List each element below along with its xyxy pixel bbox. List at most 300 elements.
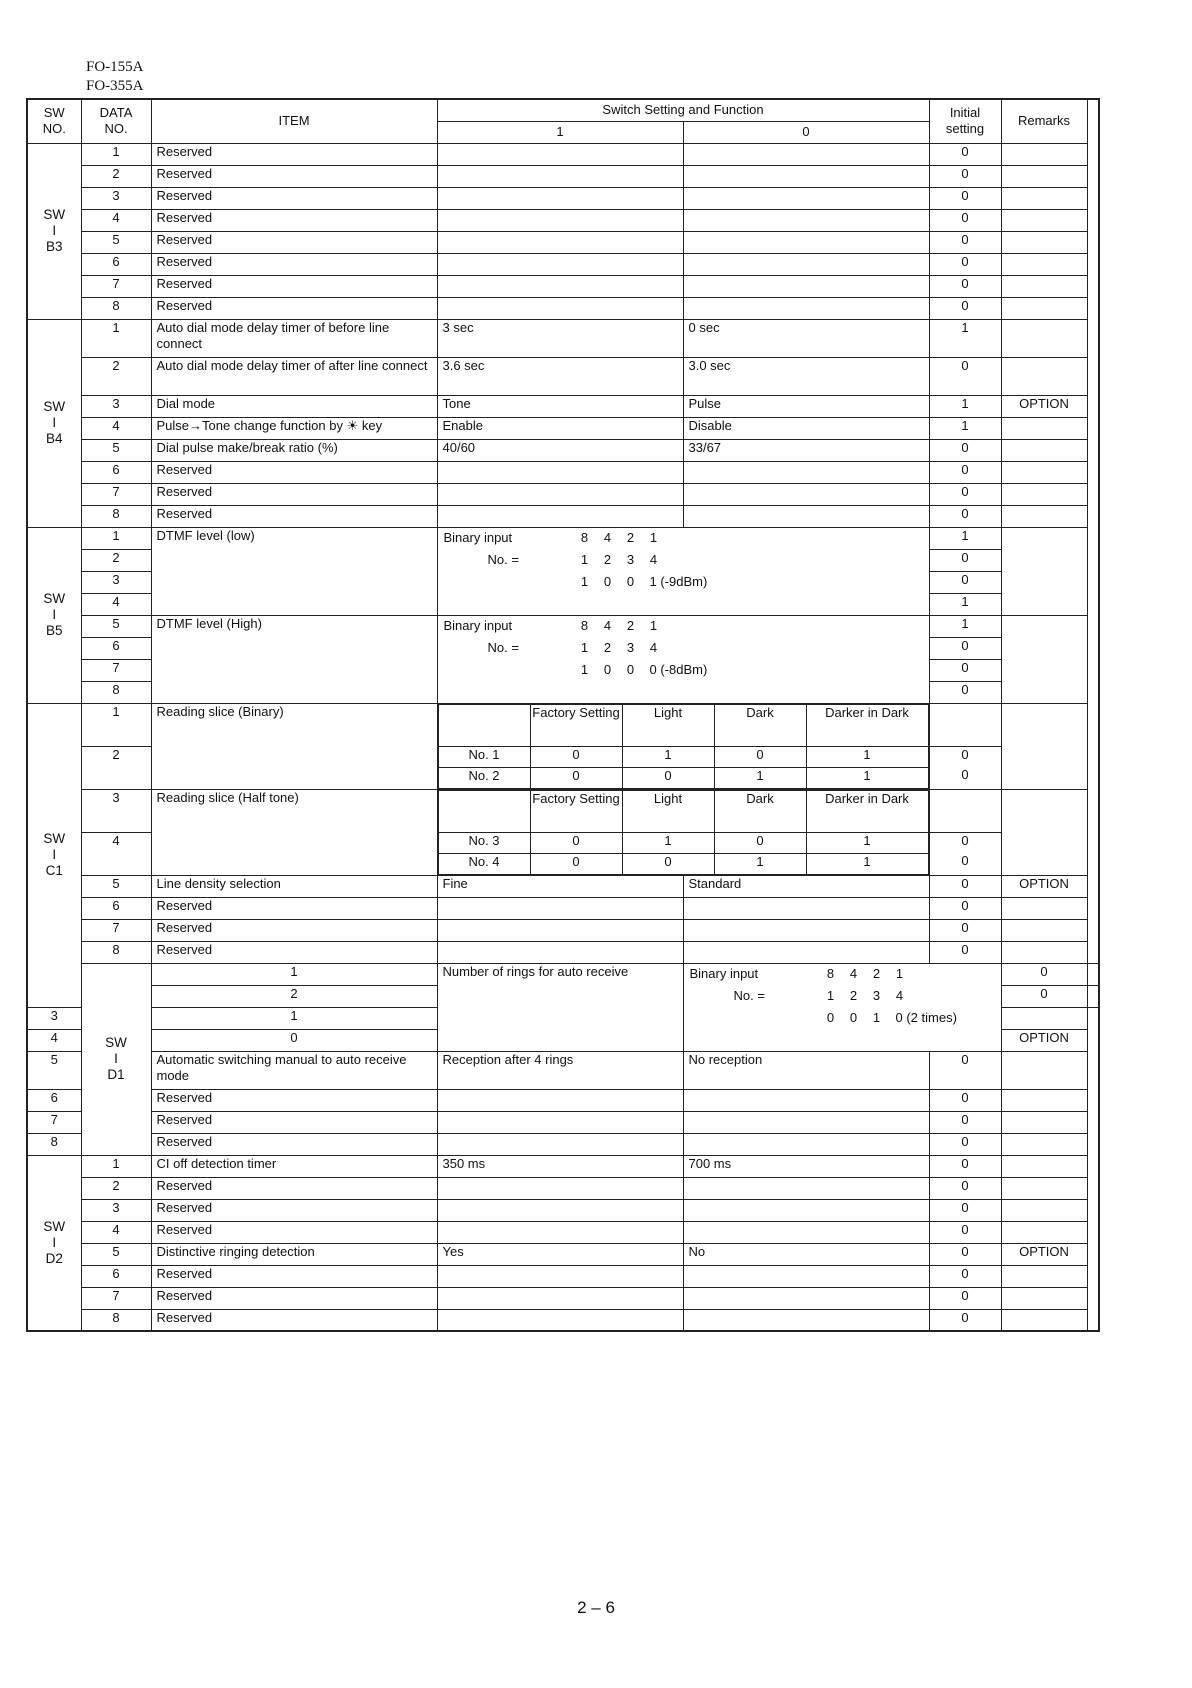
bit-value: 0 — [826, 1009, 835, 1025]
remarks — [1001, 1287, 1087, 1309]
item-label: Reserved — [151, 483, 437, 505]
initial-setting: 0 — [929, 505, 1001, 527]
initial-setting: 0 — [929, 1089, 1001, 1111]
setting-1-value — [437, 919, 683, 941]
data-number: 5 — [81, 231, 151, 253]
item-label: Reserved — [151, 231, 437, 253]
slice-column-header: Light — [622, 790, 714, 832]
slice-column-header: Factory Setting — [530, 704, 622, 746]
item-label: Reserved — [151, 1089, 437, 1111]
switch-settings-table — [26, 98, 1100, 1332]
setting-1-value — [437, 187, 683, 209]
remarks — [1001, 941, 1087, 963]
remarks — [1001, 703, 1087, 789]
setting-1-value — [437, 1133, 683, 1155]
data-number: 7 — [81, 919, 151, 941]
setting-0-value: Pulse — [683, 395, 929, 417]
bit-weight: 2 — [626, 617, 635, 633]
initial-setting-value: 0 — [961, 766, 969, 782]
remarks — [1001, 1265, 1087, 1287]
data-number: 8 — [81, 297, 151, 319]
slice-row-label: No. 1 — [438, 746, 530, 767]
bit-value: 0 — [626, 573, 635, 589]
initial-setting: 1 — [929, 417, 1001, 439]
setting-0-value — [683, 1133, 929, 1155]
setting-1-value: Reception after 4 rings — [437, 1051, 683, 1089]
data-number: 1 — [81, 143, 151, 165]
item-label: Reserved — [151, 297, 437, 319]
slice-column-header: Factory Setting — [530, 790, 622, 832]
setting-1-value: 40/60 — [437, 439, 683, 461]
data-number: 7 — [81, 659, 151, 681]
slice-value: 0 — [622, 767, 714, 788]
data-number: 5 — [81, 439, 151, 461]
item-label: Line density selection — [151, 875, 437, 897]
remarks — [1001, 615, 1087, 703]
initial-setting — [929, 789, 1001, 832]
binary-input-label: Binary input — [443, 617, 513, 633]
remarks — [1001, 1089, 1087, 1111]
item-label: Reserved — [151, 897, 437, 919]
slice-value: 0 — [622, 853, 714, 874]
data-number: 5 — [81, 875, 151, 897]
setting-0-value — [683, 187, 929, 209]
initial-setting: 1 — [151, 1007, 437, 1029]
item-label: Reserved — [151, 919, 437, 941]
remarks: OPTION — [1001, 1029, 1087, 1051]
data-number: 6 — [81, 1265, 151, 1287]
binary-input-label: Binary input — [443, 529, 513, 545]
setting-0-value: No reception — [683, 1051, 929, 1089]
slice-value: 0 — [530, 746, 622, 767]
remarks — [1001, 1309, 1087, 1331]
data-number: 1 — [151, 963, 437, 985]
initial-setting: 0 — [929, 875, 1001, 897]
data-number: 4 — [81, 593, 151, 615]
switch-group-label: SW I D1 — [81, 963, 151, 1155]
bit-value: 1 — [872, 1009, 881, 1025]
setting-0-value — [683, 231, 929, 253]
binary-input-setting — [437, 615, 929, 703]
initial-setting: 0 — [929, 253, 1001, 275]
initial-setting: 0 — [1001, 985, 1087, 1007]
slice-corner — [438, 704, 530, 746]
slice-value: 1 — [622, 832, 714, 853]
remarks — [1001, 897, 1087, 919]
item-label: Pulse→Tone change function by ☀ key — [151, 417, 437, 439]
setting-0-value: 0 sec — [683, 319, 929, 357]
data-number: 1 — [81, 319, 151, 357]
remarks — [1001, 209, 1087, 231]
setting-1-value — [437, 231, 683, 253]
initial-setting: 1 — [929, 593, 1001, 615]
bit-number: 1 — [580, 639, 589, 655]
initial-setting: 0 — [929, 439, 1001, 461]
initial-setting: 0 — [929, 231, 1001, 253]
data-number: 3 — [81, 789, 151, 832]
slice-column-header: Dark — [714, 704, 806, 746]
setting-1-value — [437, 897, 683, 919]
setting-1-value — [437, 1199, 683, 1221]
initial-setting: 0 — [929, 549, 1001, 571]
slice-value: 1 — [714, 853, 806, 874]
remarks — [1001, 1051, 1087, 1089]
model-names — [86, 58, 144, 96]
setting-0-value — [683, 461, 929, 483]
initial-setting: 0 — [151, 1029, 437, 1051]
header-item: ITEM — [151, 99, 437, 143]
slice-value: 1 — [714, 767, 806, 788]
bit-number: 3 — [626, 551, 635, 567]
setting-1-value: Fine — [437, 875, 683, 897]
data-number: 5 — [27, 1051, 81, 1089]
item-label: Automatic switching manual to auto receive mode — [151, 1051, 437, 1089]
item-label: Reserved — [151, 941, 437, 963]
binary-input-setting — [683, 963, 1001, 1051]
reading-slice-table — [437, 789, 929, 875]
initial-setting: 0 — [929, 483, 1001, 505]
bit-weight: 2 — [872, 965, 881, 981]
setting-1-value — [437, 297, 683, 319]
item-label: Reserved — [151, 1287, 437, 1309]
bit-weight: 1 — [649, 617, 658, 633]
initial-setting-value: 0 — [961, 832, 969, 848]
data-number: 4 — [27, 1029, 81, 1051]
remarks — [1001, 187, 1087, 209]
setting-0-value — [683, 483, 929, 505]
remarks — [1001, 527, 1087, 615]
setting-1-value: 3.6 sec — [437, 357, 683, 395]
data-number: 8 — [81, 505, 151, 527]
setting-1-value — [437, 253, 683, 275]
initial-setting: 0 — [929, 1177, 1001, 1199]
bit-value: 1 (-9dBm) — [649, 573, 708, 589]
initial-setting: 0 — [929, 357, 1001, 395]
data-number: 2 — [81, 165, 151, 187]
data-number: 8 — [81, 1309, 151, 1331]
reading-slice-table — [437, 703, 929, 789]
setting-1-value: Tone — [437, 395, 683, 417]
initial-setting — [929, 746, 1001, 789]
data-number: 2 — [81, 746, 151, 789]
setting-1-value — [437, 143, 683, 165]
data-number: 1 — [81, 703, 151, 746]
initial-setting: 0 — [1001, 963, 1087, 985]
data-number: 3 — [81, 395, 151, 417]
bit-weight: 4 — [603, 617, 612, 633]
bit-value: 0 — [603, 573, 612, 589]
item-label: Distinctive ringing detection — [151, 1243, 437, 1265]
remarks — [1001, 275, 1087, 297]
switch-group-label: SW I C1 — [27, 703, 81, 1007]
slice-value: 0 — [530, 832, 622, 853]
data-number: 6 — [81, 461, 151, 483]
bit-value: 0 (-8dBm) — [649, 661, 708, 677]
item-label: Reserved — [151, 1199, 437, 1221]
item-label: Reserved — [151, 505, 437, 527]
data-number: 3 — [81, 1199, 151, 1221]
setting-0-value — [683, 1221, 929, 1243]
setting-0-value — [683, 941, 929, 963]
bit-weight: 1 — [649, 529, 658, 545]
data-number: 6 — [27, 1089, 81, 1111]
remarks — [1001, 1111, 1087, 1133]
initial-setting-value: 0 — [961, 852, 969, 868]
initial-setting: 0 — [929, 461, 1001, 483]
slice-value: 1 — [806, 746, 928, 767]
bit-weight: 2 — [626, 529, 635, 545]
bit-number: 3 — [872, 987, 881, 1003]
setting-1-value — [437, 1221, 683, 1243]
initial-setting: 0 — [929, 1051, 1001, 1089]
no-label: No. = — [733, 987, 765, 1003]
setting-0-value: No — [683, 1243, 929, 1265]
item-label: Number of rings for auto receive — [437, 963, 683, 1051]
setting-1-value — [437, 1177, 683, 1199]
remarks — [1001, 1199, 1087, 1221]
header-sw-no: SW NO. — [27, 99, 81, 143]
switch-group-label: SW I D2 — [27, 1155, 81, 1331]
initial-setting: 0 — [929, 1309, 1001, 1331]
slice-row-label: No. 4 — [438, 853, 530, 874]
item-label: DTMF level (High) — [151, 615, 437, 703]
switch-group-label: SW I B5 — [27, 527, 81, 703]
initial-setting: 1 — [929, 615, 1001, 637]
initial-setting: 0 — [929, 1111, 1001, 1133]
remarks — [1001, 1221, 1087, 1243]
setting-1-value: Yes — [437, 1243, 683, 1265]
data-number: 2 — [81, 357, 151, 395]
initial-setting: 0 — [929, 1265, 1001, 1287]
remarks — [1001, 483, 1087, 505]
header-value-0: 0 — [683, 121, 929, 143]
bit-weight: 1 — [895, 965, 904, 981]
slice-column-header: Light — [622, 704, 714, 746]
setting-1-value — [437, 461, 683, 483]
remarks — [1001, 1133, 1087, 1155]
setting-0-value: 3.0 sec — [683, 357, 929, 395]
data-number: 7 — [81, 275, 151, 297]
bit-number: 1 — [580, 551, 589, 567]
bit-number: 3 — [626, 639, 635, 655]
slice-value: 1 — [806, 767, 928, 788]
item-label: Reserved — [151, 275, 437, 297]
setting-0-value — [683, 275, 929, 297]
bit-number: 4 — [649, 551, 658, 567]
remarks — [1087, 985, 1099, 1007]
initial-setting: 0 — [929, 571, 1001, 593]
setting-0-value — [683, 209, 929, 231]
remarks — [1001, 297, 1087, 319]
data-number: 5 — [81, 1243, 151, 1265]
setting-1-value — [437, 209, 683, 231]
remarks — [1001, 1007, 1087, 1029]
data-number: 8 — [81, 681, 151, 703]
setting-1-value — [437, 1111, 683, 1133]
initial-setting: 0 — [929, 659, 1001, 681]
item-label: CI off detection timer — [151, 1155, 437, 1177]
remarks — [1001, 319, 1087, 357]
initial-setting: 0 — [929, 681, 1001, 703]
slice-column-header: Darker in Dark — [806, 790, 928, 832]
initial-setting: 0 — [929, 637, 1001, 659]
setting-1-value — [437, 1089, 683, 1111]
slice-column-header: Darker in Dark — [806, 704, 928, 746]
initial-setting: 0 — [929, 275, 1001, 297]
data-number: 4 — [81, 832, 151, 875]
item-label: Reserved — [151, 1309, 437, 1331]
item-label: Dial mode — [151, 395, 437, 417]
setting-0-value — [683, 253, 929, 275]
remarks — [1001, 1155, 1087, 1177]
initial-setting: 0 — [929, 1199, 1001, 1221]
item-label: Reserved — [151, 187, 437, 209]
remarks — [1087, 963, 1099, 985]
bit-value: 0 — [849, 1009, 858, 1025]
item-label: Reserved — [151, 165, 437, 187]
data-number: 8 — [27, 1133, 81, 1155]
item-label: Auto dial mode delay timer of after line connect — [151, 357, 437, 395]
data-number: 6 — [81, 253, 151, 275]
no-label: No. = — [487, 551, 519, 567]
setting-1-value — [437, 165, 683, 187]
setting-0-value — [683, 1089, 929, 1111]
setting-1-value — [437, 505, 683, 527]
item-label: Reserved — [151, 1111, 437, 1133]
item-label: Reserved — [151, 1221, 437, 1243]
setting-1-value: 3 sec — [437, 319, 683, 357]
setting-1-value — [437, 483, 683, 505]
header-switch-setting: Switch Setting and Function — [437, 99, 929, 121]
header-value-1: 1 — [437, 121, 683, 143]
initial-setting: 1 — [929, 395, 1001, 417]
bit-value: 0 (2 times) — [895, 1009, 957, 1025]
initial-setting: 0 — [929, 1287, 1001, 1309]
bit-number: 1 — [826, 987, 835, 1003]
remarks — [1001, 919, 1087, 941]
initial-setting: 0 — [929, 1155, 1001, 1177]
initial-setting-value: 0 — [961, 746, 969, 762]
item-label: DTMF level (low) — [151, 527, 437, 615]
remarks — [1001, 1177, 1087, 1199]
initial-setting: 0 — [929, 919, 1001, 941]
binary-input-setting — [437, 527, 929, 615]
initial-setting: 0 — [929, 897, 1001, 919]
data-number: 5 — [81, 615, 151, 637]
remarks — [1001, 417, 1087, 439]
initial-setting: 0 — [929, 209, 1001, 231]
header-remarks: Remarks — [1001, 99, 1087, 143]
bit-weight: 4 — [603, 529, 612, 545]
remarks — [1001, 253, 1087, 275]
slice-row-label: No. 2 — [438, 767, 530, 788]
setting-0-value — [683, 1265, 929, 1287]
setting-0-value — [683, 1309, 929, 1331]
remarks: OPTION — [1001, 1243, 1087, 1265]
initial-setting — [929, 703, 1001, 746]
setting-0-value — [683, 297, 929, 319]
model-name: FO-355A — [86, 78, 144, 94]
switch-group-label: SW I B3 — [27, 143, 81, 319]
slice-row-label: No. 3 — [438, 832, 530, 853]
data-number: 3 — [27, 1007, 81, 1029]
data-number: 7 — [27, 1111, 81, 1133]
item-label: Reserved — [151, 209, 437, 231]
remarks: OPTION — [1001, 395, 1087, 417]
header-data-no: DATA NO. — [81, 99, 151, 143]
initial-setting: 0 — [929, 143, 1001, 165]
initial-setting: 1 — [929, 527, 1001, 549]
data-number: 7 — [81, 1287, 151, 1309]
data-number: 7 — [81, 483, 151, 505]
data-number: 2 — [81, 549, 151, 571]
initial-setting: 0 — [929, 1221, 1001, 1243]
data-number: 6 — [81, 637, 151, 659]
slice-value: 0 — [530, 853, 622, 874]
binary-input-label: Binary input — [689, 965, 759, 981]
data-number: 6 — [81, 897, 151, 919]
setting-0-value: 33/67 — [683, 439, 929, 461]
bit-weight: 8 — [580, 617, 589, 633]
data-number: 2 — [81, 1177, 151, 1199]
data-number: 8 — [81, 941, 151, 963]
data-number: 4 — [81, 1221, 151, 1243]
remarks: OPTION — [1001, 875, 1087, 897]
switch-group-label: SW I B4 — [27, 319, 81, 527]
page-number: 2 – 6 — [577, 1598, 615, 1617]
initial-setting: 0 — [929, 1243, 1001, 1265]
data-number: 4 — [81, 417, 151, 439]
bit-number: 4 — [649, 639, 658, 655]
setting-0-value — [683, 897, 929, 919]
item-label: Reading slice (Half tone) — [151, 789, 437, 875]
bit-weight: 8 — [826, 965, 835, 981]
slice-value: 1 — [622, 746, 714, 767]
remarks — [1001, 505, 1087, 527]
item-label: Reading slice (Binary) — [151, 703, 437, 789]
bit-number: 2 — [849, 987, 858, 1003]
initial-setting: 0 — [929, 1133, 1001, 1155]
bit-value: 0 — [626, 661, 635, 677]
setting-0-value: 700 ms — [683, 1155, 929, 1177]
setting-1-value — [437, 941, 683, 963]
item-label: Reserved — [151, 143, 437, 165]
slice-corner — [438, 790, 530, 832]
remarks — [1001, 143, 1087, 165]
setting-1-value — [437, 275, 683, 297]
setting-1-value: 350 ms — [437, 1155, 683, 1177]
setting-0-value — [683, 919, 929, 941]
data-number: 1 — [81, 527, 151, 549]
slice-column-header: Dark — [714, 790, 806, 832]
remarks — [1001, 789, 1087, 875]
initial-setting: 0 — [929, 187, 1001, 209]
data-number: 2 — [151, 985, 437, 1007]
remarks — [1001, 461, 1087, 483]
no-label: No. = — [487, 639, 519, 655]
bit-weight: 8 — [580, 529, 589, 545]
slice-value: 0 — [714, 832, 806, 853]
bit-value: 1 — [580, 573, 589, 589]
bit-number: 2 — [603, 551, 612, 567]
item-label: Auto dial mode delay timer of before line connect — [151, 319, 437, 357]
setting-0-value — [683, 1199, 929, 1221]
initial-setting: 0 — [929, 297, 1001, 319]
setting-0-value — [683, 165, 929, 187]
item-label: Reserved — [151, 1177, 437, 1199]
bit-number: 2 — [603, 639, 612, 655]
setting-0-value — [683, 1111, 929, 1133]
